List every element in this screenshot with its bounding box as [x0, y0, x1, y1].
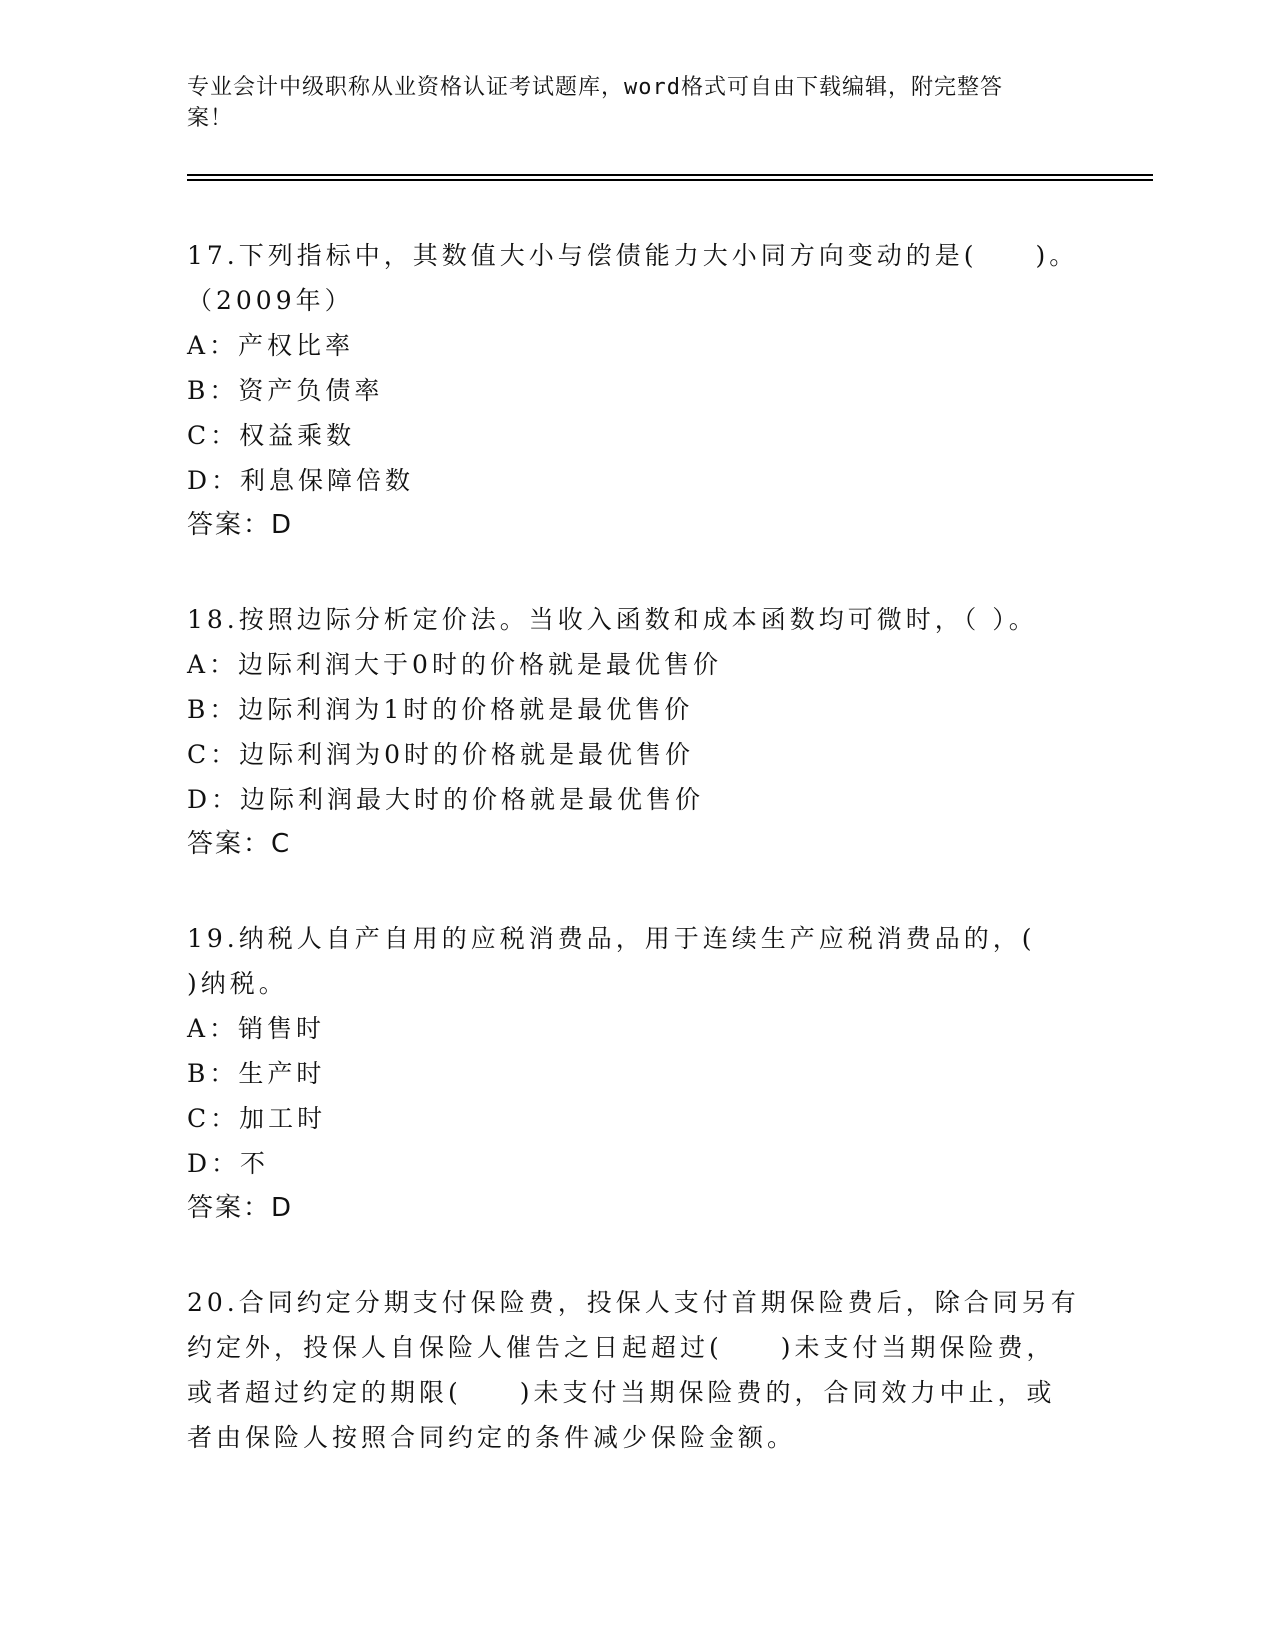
answer: 答案：C	[187, 829, 292, 859]
option-d: D：不	[187, 1149, 270, 1178]
option-c: C：加工时	[187, 1104, 327, 1133]
question-stem: 17.下列指标中，其数值大小与偿债能力大小同方向变动的是( )。	[187, 241, 1079, 270]
option-b: B：边际利润为1时的价格就是最优售价	[187, 695, 694, 724]
header-line-2: 案！	[187, 106, 234, 131]
question-20	[187, 1280, 1087, 1460]
question-stem: 或者超过约定的期限( )未支付当期保险费的，合同效力中止，或	[187, 1378, 1056, 1407]
question-stem: 20.合同约定分期支付保险费，投保人支付首期保险费后，除合同另有	[187, 1288, 1080, 1317]
option-d: D：利息保障倍数	[187, 466, 415, 495]
question-stem: 18.按照边际分析定价法。当收入函数和成本函数均可微时，（ ）。	[187, 605, 1038, 634]
question-stem: )纳税。	[187, 969, 288, 998]
question-stem: （2009年）	[187, 286, 354, 315]
question-17	[187, 233, 1087, 548]
option-a: A：产权比率	[187, 331, 355, 360]
document-header	[187, 72, 1067, 134]
option-a: A：边际利润大于0时的价格就是最优售价	[187, 650, 722, 679]
question-19	[187, 916, 1087, 1231]
option-c: C：权益乘数	[187, 421, 356, 450]
option-c: C：边际利润为0时的价格就是最优售价	[187, 740, 695, 769]
question-18	[187, 597, 1087, 867]
question-stem: 约定外，投保人自保险人催告之日起超过( )未支付当期保险费，	[187, 1333, 1056, 1362]
answer: 答案：D	[187, 510, 294, 540]
question-stem: 19.纳税人自产自用的应税消费品，用于连续生产应税消费品的，(	[187, 924, 1036, 953]
option-b: B：资产负债率	[187, 376, 384, 405]
header-line-1: 专业会计中级职称从业资格认证考试题库，word格式可自由下载编辑，附完整答	[187, 75, 1003, 100]
option-b: B：生产时	[187, 1059, 326, 1088]
question-stem: 者由保险人按照合同约定的条件减少保险金额。	[187, 1423, 797, 1452]
header-rule-bottom	[187, 179, 1153, 181]
option-a: A：销售时	[187, 1014, 326, 1043]
header-rule-top	[187, 174, 1153, 176]
answer: 答案：D	[187, 1193, 294, 1223]
option-d: D：边际利润最大时的价格就是最优售价	[187, 785, 705, 814]
